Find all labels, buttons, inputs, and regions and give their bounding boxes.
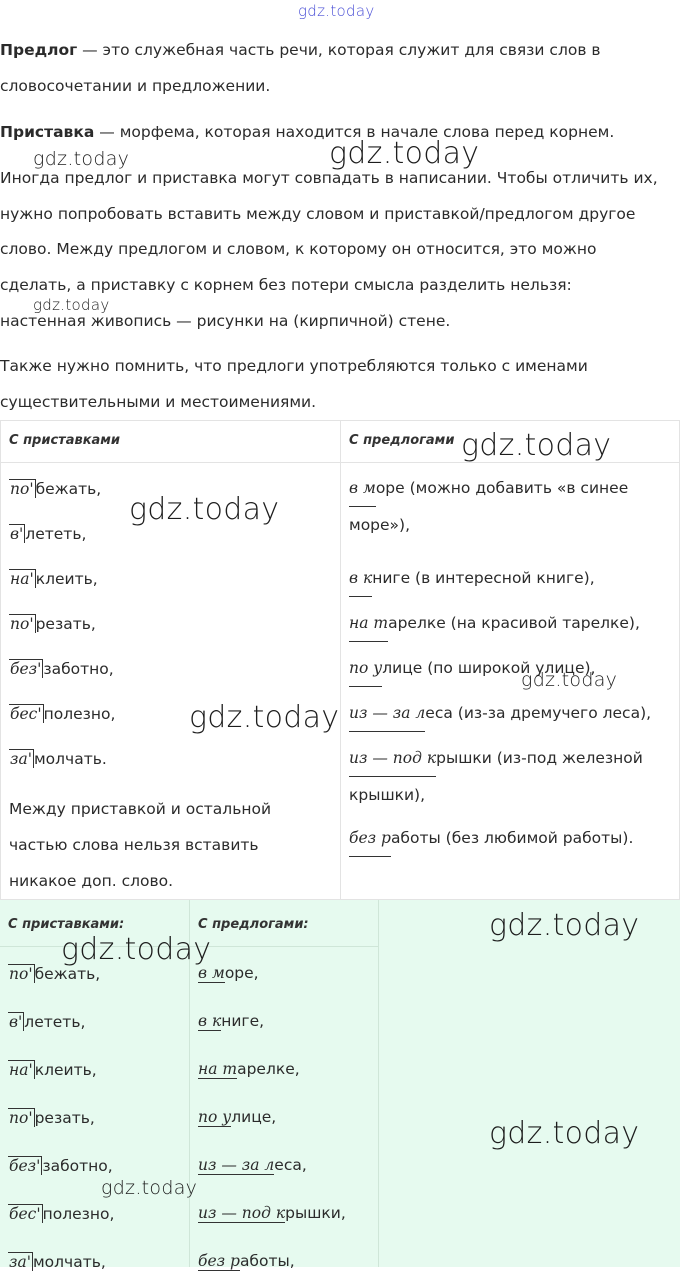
word-rest: клеить, <box>35 570 98 588</box>
prefix-word-row <box>9 569 98 588</box>
preposition-definition <box>0 32 670 104</box>
word-rest: бежать, <box>34 965 101 983</box>
preposition-mark: из — за л <box>349 695 425 732</box>
prefix-word-row <box>8 1012 85 1031</box>
preposition-mark: в м <box>198 964 225 982</box>
preposition-word-row <box>349 470 628 543</box>
preposition-word-row <box>349 740 643 813</box>
column-divider <box>340 421 341 899</box>
word-rest: ниге (в интересной книге), <box>372 569 595 587</box>
preposition-word-row <box>349 560 595 597</box>
explanation-line: Иногда предлог и приставка могут совпадать в написании. Чтобы отличить их, <box>0 169 658 187</box>
prefix-mark: за' <box>9 1253 31 1271</box>
prefix-mark: по' <box>10 615 34 633</box>
word-rest: полезно, <box>42 1205 115 1223</box>
word-rest: лететь, <box>25 525 87 543</box>
watermark: gdz.today <box>101 1177 198 1199</box>
row-line <box>349 560 595 597</box>
note-line: никакое доп. слово. <box>9 872 174 890</box>
word-rest: резать, <box>34 1109 95 1127</box>
word-rest: оре (можно добавить «в синее <box>375 479 629 497</box>
prefix-mark: по' <box>9 965 33 983</box>
preposition-word-row <box>198 1204 346 1223</box>
comparison-table <box>0 420 680 900</box>
preposition-word-row <box>198 1108 276 1127</box>
word-rest: рышки, <box>285 1204 346 1222</box>
prefix-word-row <box>9 614 96 633</box>
header-prepositions: С предлогами: <box>198 917 309 932</box>
word-rest: оре, <box>224 964 259 982</box>
watermark: gdz.today <box>33 296 110 314</box>
word-rest: клеить, <box>34 1061 97 1079</box>
prefix-mark: без' <box>10 660 42 678</box>
preposition-mark: без р <box>349 820 391 857</box>
word-rest: лице (по широкой улице), <box>382 659 596 677</box>
row-line <box>349 695 651 732</box>
prefix-word-row <box>9 479 101 498</box>
reminder-line: Также нужно помнить, что предлоги употребляются только с именами <box>0 357 588 375</box>
preposition-word-row <box>198 1156 307 1175</box>
preposition-word-row <box>349 820 633 857</box>
preposition-mark: на т <box>349 605 388 642</box>
word-rest: аботы, <box>239 1252 295 1270</box>
word-rest-continued: крышки), <box>349 786 426 804</box>
preposition-text: — это служебная часть речи, которая служит для связи слов в словосочетании и предложении. <box>0 41 601 95</box>
preposition-mark: из — под к <box>198 1204 286 1222</box>
note-line: Между приставкой и остальной <box>9 800 272 818</box>
word-rest: еса (из-за дремучего леса), <box>425 704 652 722</box>
row-line <box>349 470 628 507</box>
preposition-mark: без р <box>198 1252 240 1270</box>
word-rest: лететь, <box>24 1013 86 1031</box>
explanation-line: настенная живопись — рисунки на (кирпичной) стене. <box>0 312 451 330</box>
explanation-line: сделать, а приставку с корнем без потери смысла разделить нельзя: <box>0 276 572 294</box>
preposition-mark: по у <box>198 1108 232 1126</box>
header-prefixes: С приставками <box>9 433 121 448</box>
watermark: gdz.today <box>329 136 480 171</box>
watermark: gdz.today <box>521 669 618 691</box>
prefix-word-row <box>9 524 86 543</box>
word-rest: ниге, <box>221 1012 265 1030</box>
word-rest: еса, <box>274 1156 307 1174</box>
prefix-word-row <box>9 704 115 723</box>
preposition-word-row <box>198 1060 300 1079</box>
prefix-word-row <box>9 749 107 768</box>
preposition-mark: в к <box>198 1012 222 1030</box>
word-rest-continued: море»), <box>349 516 411 534</box>
word-rest: молчать. <box>33 750 107 768</box>
prefix-mark: на' <box>10 570 34 588</box>
prefix-text: — морфема, которая находится в начале слова перед корнем. <box>94 123 615 141</box>
prefix-word-row <box>8 1108 95 1127</box>
prefix-term: Приставка <box>0 123 95 141</box>
word-rest: молчать, <box>32 1253 106 1271</box>
header-prefixes: С приставками: <box>8 917 125 932</box>
prefix-mark: в' <box>10 525 24 543</box>
preposition-mark: на т <box>198 1060 238 1078</box>
row-line <box>349 605 640 642</box>
prefix-word-row <box>8 1204 114 1223</box>
note-line: частью слова нельзя вставить <box>9 836 259 854</box>
watermark: gdz.today <box>129 492 280 527</box>
explanation-line: слово. Между предлогом и словом, к которому он относится, это можно <box>0 240 597 258</box>
preposition-word-row <box>349 695 651 732</box>
preposition-word-row <box>198 1012 264 1031</box>
watermark: gdz.today <box>33 148 130 170</box>
watermark-top: gdz.today <box>298 2 375 20</box>
reminder-line: существительными и местоимениями. <box>0 393 317 411</box>
word-rest: арелке (на красивой тарелке), <box>388 614 640 632</box>
word-rest: бежать, <box>35 480 102 498</box>
prefix-mark: за' <box>10 750 32 768</box>
preposition-mark: из — за л <box>198 1156 275 1174</box>
row-line <box>349 820 633 857</box>
word-rest: арелке, <box>237 1060 300 1078</box>
preposition-word-row <box>198 1252 295 1271</box>
prefix-word-row <box>8 1156 113 1175</box>
watermark: gdz.today <box>189 700 340 735</box>
watermark: gdz.today <box>461 428 612 463</box>
preposition-mark: из — под к <box>349 740 436 777</box>
prefix-mark: по' <box>9 1109 33 1127</box>
watermark: gdz.today <box>61 932 212 967</box>
prefix-mark: бес' <box>10 705 42 723</box>
word-rest: заботно, <box>42 1157 113 1175</box>
watermark: gdz.today <box>489 908 640 943</box>
prefix-note <box>9 791 329 899</box>
watermark: gdz.today <box>489 1116 640 1151</box>
prefix-word-row <box>8 1252 106 1271</box>
word-rest: лице, <box>231 1108 277 1126</box>
prefix-mark: на' <box>9 1061 33 1079</box>
preposition-word-row <box>349 605 640 642</box>
word-rest: аботы (без любимой работы). <box>390 829 634 847</box>
prefix-mark: без' <box>9 1157 41 1175</box>
header-prepositions: С предлогами <box>349 433 455 448</box>
prefix-mark: в' <box>9 1013 23 1031</box>
preposition-mark: по у <box>349 650 382 687</box>
prefix-word-row <box>9 659 114 678</box>
preposition-term: Предлог <box>0 41 78 59</box>
explanation-line: нужно попробовать вставить между словом и приставкой/предлогом другое <box>0 205 636 223</box>
word-rest: резать, <box>35 615 96 633</box>
preposition-mark: в к <box>349 560 372 597</box>
prefix-mark: по' <box>10 480 34 498</box>
prefix-mark: бес' <box>9 1205 41 1223</box>
prefix-word-row <box>8 1060 97 1079</box>
word-rest: заботно, <box>43 660 114 678</box>
preposition-mark: в м <box>349 470 376 507</box>
row-line <box>349 740 643 777</box>
word-rest: полезно, <box>43 705 116 723</box>
word-rest: рышки (из-под железной <box>436 749 643 767</box>
